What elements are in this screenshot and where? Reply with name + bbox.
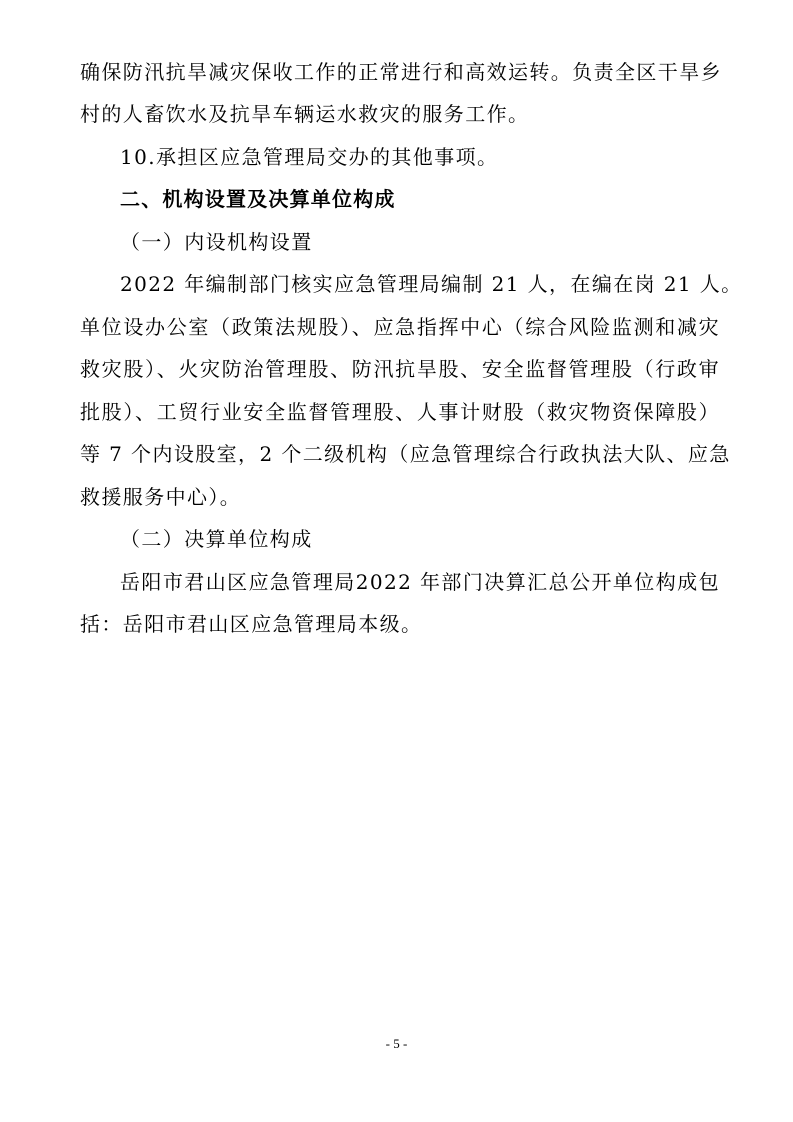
paragraph-line: 确保防汛抗旱减灾保收工作的正常进行和高效运转。负责全区干旱乡 xyxy=(80,60,722,84)
paragraph-line: 等 7 个内设股室，2 个二级机构（应急管理综合行政执法大队、应急 xyxy=(80,442,731,466)
paragraph-line: 括：岳阳市君山区应急管理局本级。 xyxy=(80,612,423,636)
paragraph-line: 救灾股）、火灾防治管理股、防汛抗旱股、安全监督管理股（行政审 xyxy=(80,357,720,381)
paragraph-line: 救援服务中心）。 xyxy=(80,485,242,509)
subsection-heading: （二）决算单位构成 xyxy=(120,527,313,551)
section-heading: 二、机构设置及决算单位构成 xyxy=(120,187,396,211)
page-number: - 5 - xyxy=(385,1036,408,1051)
list-item-10: 10.承担区应急管理局交办的其他事项。 xyxy=(120,145,499,169)
paragraph-line: 批股）、工贸行业安全监督管理股、人事计财股（救灾物资保障股） xyxy=(80,400,720,424)
paragraph-line: 村的人畜饮水及抗旱车辆运水救灾的服务工作。 xyxy=(80,102,530,126)
paragraph-line: 单位设办公室（政策法规股）、应急指挥中心（综合风险监测和减灾 xyxy=(80,315,720,339)
subsection-heading: （一）内设机构设置 xyxy=(120,230,313,254)
paragraph-line: 岳阳市君山区应急管理局2022 年部门决算汇总公开单位构成包 xyxy=(120,570,720,594)
paragraph-line: 2022 年编制部门核实应急管理局编制 21 人，在编在岗 21 人。 xyxy=(120,272,743,296)
